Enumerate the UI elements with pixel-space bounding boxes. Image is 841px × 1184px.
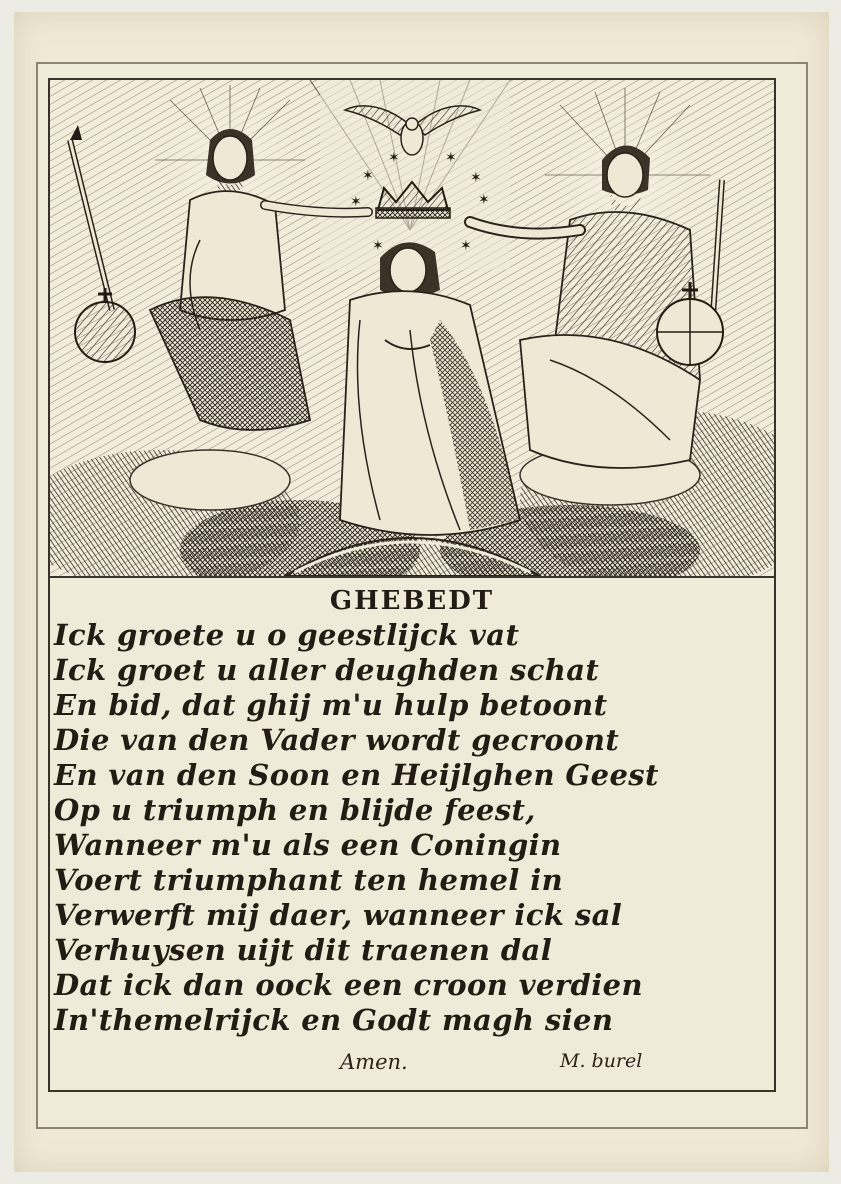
svg-text:✶: ✶ [372, 238, 384, 254]
verse-line: Die van den Vader wordt gecroont [54, 723, 620, 757]
print-frame [48, 78, 776, 1092]
prayer-title: GHEBEDT [329, 586, 495, 616]
verse-line: Ick groet u aller deughden schat [54, 653, 600, 687]
engraver-signature: M. burel [560, 1050, 643, 1072]
amen-text: Amen. [340, 1050, 408, 1074]
svg-text:✶: ✶ [478, 192, 490, 208]
verse-list [54, 618, 774, 1038]
verse-line: Verwerft mij daer, wanneer ick sal [54, 898, 623, 932]
verse-line: Verhuysen uijt dit traenen dal [54, 933, 553, 967]
svg-text:✶: ✶ [362, 168, 374, 184]
verse-line: Dat ick dan oock een croon verdien [54, 968, 643, 1002]
verse-line: En bid, dat ghij m'u hulp betoont [54, 688, 608, 722]
verse-line: Op u triumph en blijde feest, [54, 793, 536, 827]
svg-text:✶: ✶ [350, 194, 362, 210]
svg-text:✶: ✶ [470, 170, 482, 186]
verse-line: In'themelrijck en Godt magh sien [54, 1003, 614, 1037]
svg-text:✶: ✶ [445, 150, 457, 166]
devotional-card [14, 12, 829, 1172]
svg-text:✶: ✶ [460, 238, 472, 254]
verse-line: Ick groete u o geestlijck vat [54, 618, 520, 652]
coronation-engraving [50, 80, 774, 578]
prayer-text [50, 578, 774, 1090]
verse-line: Voert triumphant ten hemel in [54, 863, 564, 897]
verse-line: Wanneer m'u als een Coningin [54, 828, 562, 862]
plate-mark [36, 62, 808, 1129]
svg-text:✶: ✶ [388, 150, 400, 166]
verse-line: En van den Soon en Heijlghen Geest [54, 758, 659, 792]
